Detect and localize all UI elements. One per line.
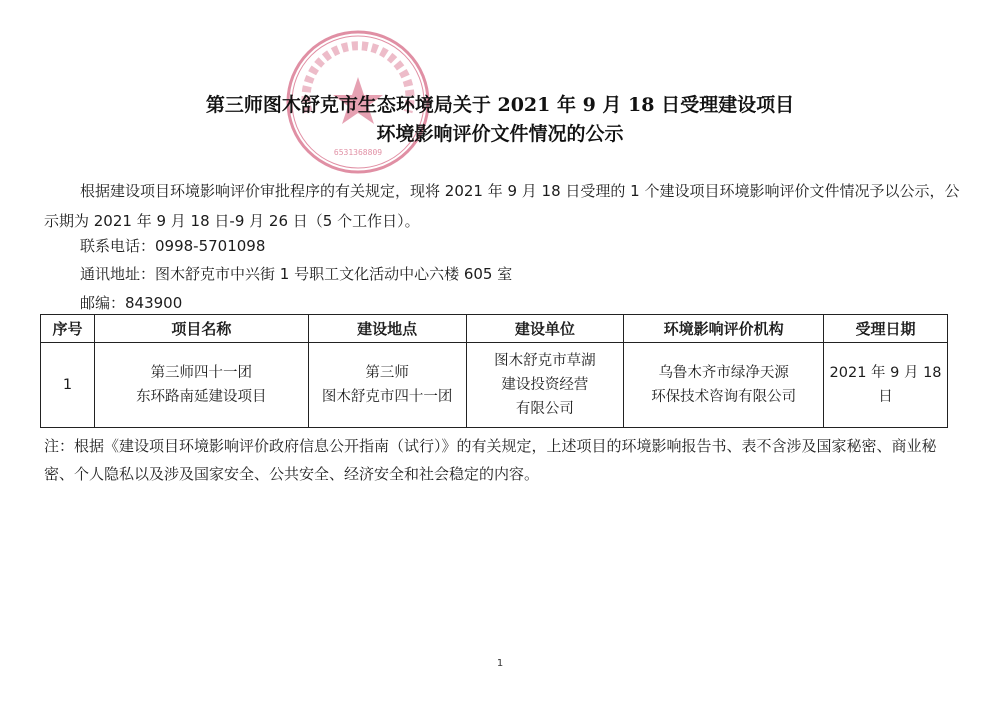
cell-no: 1 [41,343,95,428]
contact-address: 通讯地址：图木舒克市中兴街 1 号职工文化活动中心六楼 605 室 [80,265,513,283]
cell-agency-line1: 乌鲁木齐市绿净天源 [658,365,789,381]
table-row [41,343,948,428]
col-header-no: 序号 [41,315,95,343]
contact-postcode: 邮编：843900 [80,294,183,312]
cell-date: 2021 年 9 月 18 日 [824,343,948,428]
col-header-builder: 建设单位 [466,315,624,343]
contact-phone: 联系电话：0998-5701098 [80,237,266,255]
cell-agency [624,343,824,428]
table-header-row [41,315,948,343]
cell-location-line1: 第三师 [365,365,409,381]
cell-project-line2: 东环路南延建设项目 [136,389,267,405]
cell-builder [466,343,624,428]
intro-paragraph: 根据建设项目环境影响评价审批程序的有关规定，现将 2021 年 9 月 18 日受理的 1 个建设项目环境影响评价文件情况予以公示，公示期为 2021 年 9 月 18 日-9 月 26 日（5 个工作日）。 [44,182,960,230]
cell-project-line1: 第三师四十一团 [150,365,253,381]
cell-agency-line2: 环保技术咨询有限公司 [651,389,797,405]
col-header-date: 受理日期 [824,315,948,343]
page-title-line2: 环境影响评价文件情况的公示 [376,123,624,145]
col-header-project: 项目名称 [94,315,308,343]
cell-builder-line1: 图木舒克市草湖 [494,353,596,369]
cell-location [308,343,466,428]
page-number: 1 [496,658,504,669]
svg-text:6531368809: 6531368809 [333,148,383,157]
col-header-agency: 环境影响评价机构 [624,315,824,343]
footnote: 注：根据《建设项目环境影响评价政府信息公开指南（试行）》的有关规定，上述项目的环境影响报告书、表不含涉及国家秘密、商业秘密、个人隐私以及涉及国家安全、公共安全、经济安全和社会稳定的内容。 [44,437,937,483]
col-header-location: 建设地点 [308,315,466,343]
cell-builder-line3: 有限公司 [515,401,574,417]
project-table [40,314,948,428]
cell-location-line2: 图木舒克市四十一团 [321,389,453,405]
cell-builder-line2: 建设投资经营 [501,377,589,393]
cell-project [94,343,308,428]
page-title-line1: 第三师图木舒克市生态环境局关于 2021 年 9 月 18 日受理建设项目 [205,94,795,116]
